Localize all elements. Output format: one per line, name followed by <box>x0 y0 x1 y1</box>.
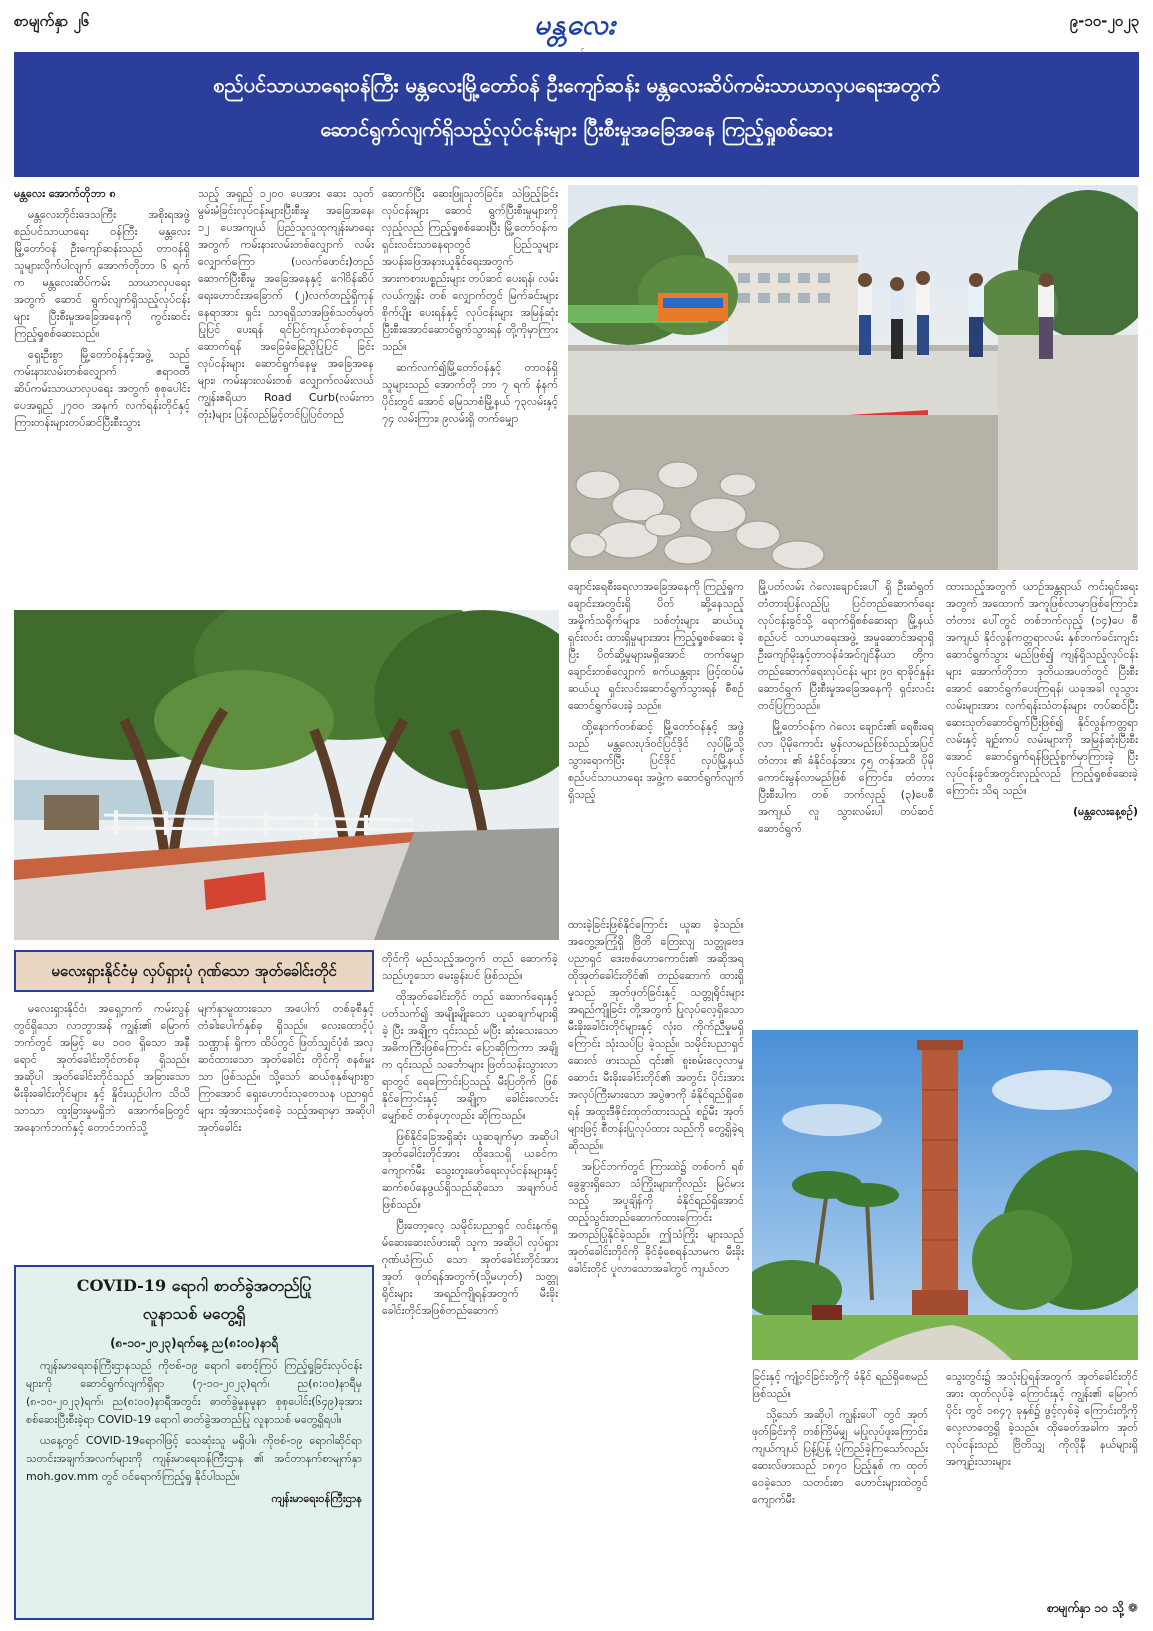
article1-column-5 <box>758 578 934 908</box>
article2-col6-para-1: သွေးတွင်း၌ အသုံးပြုရန်အတွက် အုတ်ခေါင်းတိုင်အား ထုတ်လုပ်ခဲ့ ကြောင်းနှင့် ကျွန်း၏ မြောက်ပိုင်း တွင် ၁၈၄၇ ခုနှစ်၌ ဖွင့်လှစ်ခဲ့ ကြောင်းတို့ကို လေ့လာတွေ့ရှိ ခဲ့သည်။ ထိုခေတ်အခါက အုတ် လုပ်ငန်းသည် ဗြိတိသျှ ကိုလိုနီ နယ်များရှိ အကျဉ်းသားများ <box>946 1370 1138 1468</box>
headline-banner <box>14 52 1139 177</box>
article1-col1-para-2: ရှေးဦးစွာ မြို့တော်ဝန်နှင့်အဖွဲ့ သည် ကမ်းနားလမ်းတစ်လျှောက် ဧရာဝတီဆိပ်ကမ်းသာယာလှပရေး အတွက် စုစုပေါင်း ပေအရှည် ၂၇၀၀ အနက် လက်ရန်းတိုင်နှင့် ကြားတန်းများတပ်ဆင်ပြီးစီးသွား <box>14 348 190 429</box>
article1-col3-para-2: ဆက်လက်၍မြို့တော်ဝန်နှင့် တာဝန်ရှိသူများသည် အောက်တို ဘာ ၇ ရက် နံနက်ပိုင်းတွင် အောင် မြေသာစံမြို့နယ် ၇၃လမ်းနှင့် ၇၄ လမ်းကြား၊ ၉လမ်းရှိ တက်မျှော <box>382 361 558 425</box>
article1-col2-para-1: သည့် အရှည် ၁၂၀၀ ပေအား ဆေး သုတ်မွမ်းမံခြင်းလုပ်ငန်းများပြီးစီးမှု အခြေအနေ၊ ၁၂ ပေအကျယ် ပြည်သူလူထုကျန်းမာရေးအတွက် ကမ်းနားလမ်းတစ်လျှောက် လမ်း လျှောက်ကြော (ပလက်ဖောင်း)တည် ဆောက်ပြီးစီးမှု အခြေအနေနှင့် ဂေါဝိန်ဆိပ် ရေးဟောင်းအခြောက် (၂)လက်တည့်ရှိကုန်နေရာအား ရှင်း သာရရှိသာအဖြစ်သတ်မှတ်ပြုပြင် ပေးရန် ရင်ပြင်ကျယ်တစ်ခုတည် ဆောက်ရန် အခြေခံမြေညှိပြုပြင် ခြင်းလုပ်ငန်းများ ဆောင်ရွက်နေမှု အခြေအနေများ၊ ကမ်းနားလမ်းတစ် လျှောက်လမ်းလယ်ကျွန်းဧရိယာ Road Curb(လမ်းကာတုံး)များ ပြန်လည်မြှင့်တင်ပြုပြင်တည် <box>198 187 374 421</box>
issue-date: ၉-၁၀-၂၀၂၃ <box>1069 12 1139 30</box>
article1-col5-para-2: မြို့တော်ဝန်က ဂဲလေး ချောင်း၏ ရေစီးရေလာ ပိုမိုကောင်း မွန်လာမည်ဖြစ်သည့်အပြင် တံတား ၏ ခံနိုင်ဝန်အား ၄၅ တန်အထိ ပိုမိုကောင်းမွန်လာမည်ဖြစ် ကြောင်း၊ တံတားပြီးစီးပါက တစ် ဘက်လှည့် (၃)ပေစီ အကျယ် လူ သွားလမ်းပါ တပ်ဆင်ဆောင်ရွက် <box>758 720 934 835</box>
article2-column-3 <box>382 950 558 1620</box>
article1-column-1 <box>14 185 190 603</box>
article2-column-1 <box>14 1000 190 1245</box>
article1-col6-para-1: ထားသည့်အတွက် ယာဉ်အန္တရာယ် ကင်းရှင်းရေးအတွက် အထောက် အကူဖြစ်လာမှာဖြစ်ကြောင်း၊ တံတား ပေါ်တွင် တစ်ဘက်လှည့် (၁၄)ပေ စီ အကျယ် နိုင်လွန်ကတ္တရာလမ်း နှစ်ဘက်ခင်းကျင်းဆောင်ရွက်သွား မည်ဖြစ်၍ ကျန်ရှိသည့်လုပ်ငန်းများ အောက်တိုဘာ ဒုတိယအပတ်တွင် ပြီးစီးအောင် ဆောင်ရွက်ပေးကြရန်၊ ယခုအခါ လူသွားလမ်းများအား လက်ရန်းသံတန်းများ တပ်ဆင်ပြီး ဆေးသုတ်ဆောင်ရွက်ပြီးဖြစ်၍ နိုင်လွန်ကတ္တရာလမ်းနှင့် ချဉ်းကပ် လမ်းများကို အမြန်ဆုံးပြီးစီးအောင် ဆောင်ရွက်ရန်ဖြည့်စွက်မှာကြားခဲ့ ပြီး လုပ်ငန်းခွင်အတွင်းလှည့်လည် ကြည့်ရှုစစ်ဆေးခဲ့ကြောင်း သိရ သည်။ <box>946 580 1138 797</box>
chimney-photo-graphic <box>752 1030 1138 1360</box>
article2-col3-para-2: ထိုအုတ်ခေါင်းတိုင် တည် ဆောက်ရေးနှင့် ပတ်သက်၍ အမျိုးမျိုးသော ယူဆချက်များရှိခဲ့ ပြီး အချို့က ၎င်းသည် မပြီး ဆုံးသေးသော အဓိကကြီးဖြစ်ကြောင်း ပြောဆိုကြကာ အချို့က ၎င်းသည် သင်္ဘောများ ဖြတ်သန်းသွားလာ ရာတွင် ရေကြောင်းပြသည့် မီးပြတိုက် ဖြစ်နိုင်ကြောင်းနှင့် အချို့က ခေါင်းလောင်းမျှော်စင် တစ်ခုဟုလည်း ဆိုကြသည်။ <box>382 990 558 1122</box>
article1-column-3 <box>382 185 558 603</box>
article2-col4-para-2: အပြင်ဘက်တွင် ကြားထဲ၌ တစ်ဝက် ရစ်ခွေခွားရှိသော သံကြိုးများကိုလည်း မြင်မားသည့် အပူချိန်ကို ခံနိုင်ရည်ရှိအောင် ထည့်သွင်းတည်ဆောက်ထားကြောင်း အတည်ပြုနိုင်ခဲ့သည်။ ဤသံကြိုး များသည် အုတ်ခေါင်းတိုင်ကို ခိုင်ခံ့စေရန်သာမက မီးခိုးခေါင်းတိုင် ပူလာသောအခါတွင် ကျယ်လာ <box>568 1160 744 1275</box>
article2-col3-para-1: တိုင်ကို မည်သည့်အတွက် တည် ဆောက်ခဲ့သည်ဟူသော မေးခွန်းပင် ဖြစ်သည်။ <box>382 952 558 982</box>
article1-col3-para-1: ဆောက်ပြီး ဆေးဖြူသုတ်ခြင်း၊ သဲဖြည့်ခြင်းလုပ်ငန်းများ ဆောင် ရွက်ပြီးစီးမှုများကို လှည့်လည် ကြည့်ရှုစစ်ဆေးပြီး မြို့တော်ဝန်က ရှင်းလင်းသာနေရာတွင် ပြည်သူများ အပန်းဖြေအနားယူနိုင်ရေးအတွက် အားကစားပစ္စည်းများ တပ်ဆင် ပေးရန်၊ လမ်းလယ်ကျွန်း တစ် လျှောက်တွင် မြက်ခင်းများ စိုက်ပျိုး ပေးရန်နှင့် လုပ်ငန်းများ အမြန်ဆုံး ပြီးစီးအောင်ဆောင်ရွက်သွားရန် တို့ကိုမှာကြားသည်။ <box>382 187 558 353</box>
covid-para-2: ယနေ့တွင် COVID-19ရောဂါဖြင့် သေဆုံးသူ မရှိပါ။ ကိုဗစ်-၁၉ ရောဂါဆိုင်ရာ သတင်းအချက်အလက်များကို ကျန်းမာရေးဝန်ကြီးဌာန ၏ အင်တာနက်စာမျက်နှာ moh.gov.mm တွင် ဝင်ရောက်ကြည့်ရှု နိုင်ပါသည်။ <box>26 1434 362 1483</box>
article1-col5-para-1: မြို့ပတ်လမ်း ဂဲလေးချောင်းပေါ် ရှိ ဦးဆံရွတ်တံတားပြန်လည်ပြု ပြင်တည်ဆောက်ရေးလုပ်ငန်းခွင်သို့ ရောက်ရှိစစ်ဆေးရာ မြို့နယ်စည်ပင် သာယာရေးအဖွဲ့ အမှုဆောင်အရာရှိ ဦးကျော်မိုးနှင့်တာဝန်ခံအင်ဂျင်နီယာ တို့က တည်ဆောက်ရေးလုပ်ငန်း များ ၉၀ ရာခိုင်နှုန်းဆောင်ရွက် ပြီးစီးမှုအခြေအနေကို ရှင်းလင်း တင်ပြကြသည်။ <box>758 580 934 712</box>
article2-col3-para-4: ပြီးတော့လေ့ သမိုင်းပညာရှင် လင်းနက်ရှမ်ဆေးဆေးလ်ဖားဆို သူက အဆိုပါ လှပ်ရှားဂုဏ်ယံကြယ် သော အုတ်ခေါင်းတိုင်အား အုတ် ဖုတ်ရန်အတွက်(သို့မဟုတ်) သတ္တု ရိုင်းများ အရည်ကျိုရန်အတွက် မီးခိုးခေါင်းတိုင်အဖြစ်တည်ဆောက် <box>382 1219 558 1317</box>
article2-col5-para-2: သို့သော် အဆိုပါ ကျွန်းပေါ် တွင် အုတ်ဖုတ်ခြင်းကို တစ်ကြိမ်မျှ မပြုလုပ်ဖူးကြောင်း၊ ကျယ်ကျယ် ပြန့်ပြန့် ပံ့ကြည်ခဲ့ကြသော်လည်း ဆေးလ်ဖားသည် ၁၈၇၀ ပြည့်နှစ် က ထုတ်ဝေခဲ့သော သတင်းစာ ဟောင်းများထဲတွင် ကျောက်မီး <box>752 1408 928 1506</box>
covid-date: (၈-၁၀-၂၀၂၃)ရက်နေ့ ည(၈:၀၀)နာရီ <box>110 1336 278 1350</box>
construction-photo-graphic <box>568 185 1138 570</box>
article1-column-2 <box>198 185 374 603</box>
photo-brick-chimney <box>752 1030 1138 1360</box>
article1-column-4 <box>568 578 744 908</box>
article2-subhead: မလေးရှားနိုင်ငံမှ လှပ်ရှားပုံ ဂုဏ်သော အုတ်ခေါင်းတိုင် <box>14 950 374 992</box>
article1-col1-para-1: မန္တလေးတိုင်းဒေသကြီး အစိုးရအဖွဲ့ စည်ပင်သာယာရေး ဝန်ကြီး မန္တလေးမြို့တော်ဝန် ဦးကျော်ဆန်းသည် တာဝန်ရှိ သူများလိုက်ပါလျက် အောက်တိုဘာ ၆ ရက်က မန္တလေးဆိပ်ကမ်း သာယာလှပရေးအတွက် ဆောင် ရွက်လျက်ရှိသည့်လုပ်ငန်းများ ပြီးစီးမှုအခြေအနေကို ကွင်းဆင်း ကြည့်ရှုစစ်ဆေးသည်။ <box>14 208 190 340</box>
headline-line-1: စည်ပင်သာယာရေးဝန်ကြီး မန္တလေးမြို့တော်ဝန် ဦးကျော်ဆန်း မန္တလေးဆိပ်ကမ်းသာယာလှပရေးအတွက် <box>213 73 940 97</box>
article2-col4-para-1: ထားခဲ့ခြင်းဖြစ်နိုင်ကြောင်း ယူဆ ခဲ့သည်။ အတွေ့အကြုံရှိ ဗြိတိ တြေးလျ သတ္တုဗေဒပညာရှင် ဒေးဗစ်ဟောကောင်း၏ အဆိုအရ ထိုအုတ်ခေါင်းတိုင်၏ တည်ဆောက် ထားရှိမှုသည် အုတ်ဖုတ်ခြင်းနှင့် သတ္တုရိုင်းများ အရည်ကျိုခြင်း တို့အတွက် ပြုလုပ်လေ့ရှိသော မီးခိုးခေါင်းတိုင်များနှင့် လုံးဝ ကိုက်ညီမှုမရှိကြောင်း သုံးသပ်ပြ ခဲ့သည်။ သမိုင်းပညာရှင် ဆေးလ် ဖားသည် ၎င်း၏ စူးစမ်းလေ့လာမှု ဆောင်း မီးခိုးခေါင်းတိုင်၏ အတွင်း ပိုင်းအား အလုပ်ကြီးမားသော အပွဲဇာကို ခံနိုင်ရည်ရှိစေရန် အထူးဒီဇိုင်းထုတ်ထားသည့် စဥ့်မီး အုတ်များဖြင့် စီတန်းပြုလုပ်ထား သည်ကို တွေ့ရှိခဲ့ရ ဆိုသည်။ <box>568 918 744 1152</box>
photo-construction-site <box>568 185 1138 570</box>
photo-promenade <box>14 610 559 940</box>
page-label: စာမျက်နှာ ၂၆ <box>14 12 90 30</box>
dateline: မန္တလေး အောက်တိုဘာ ၈ <box>14 187 116 200</box>
headline-line-2: ဆောင်ရွက်လျက်ရှိသည့်လုပ်ငန်းများ ပြီးစီးမှုအခြေအနေ ကြည့်ရှုစစ်ဆေး <box>320 117 833 141</box>
covid-title-2: လူနာသစ် မတွေ့ရှိ <box>142 1304 246 1323</box>
article2-column-6 <box>946 1368 1138 1596</box>
covid-signature: ကျန်းမာရေးဝန်ကြီးဌာန <box>271 1492 362 1505</box>
article2-col5-para-1: ခြင်းနှင့် ကျုံ့ဝင်ခြင်းတို့ကို ခံနိုင် ရည်ရှိစေမည် ဖြစ်သည်။ <box>752 1370 928 1400</box>
article2-col3-para-3: ဖြစ်နိုင်ခြေအရှိဆုံး ယူဆချက်မှာ အဆိုပါ အုတ်ခေါင်းတိုင်အား ထိုဒေသရှိ ယခင်က ကျောက်မီး သွေးတူးဖော်ရေးလုပ်ငန်းများနှင့် ဆက်စပ်နေဖွယ်ရှိသည်ဆိုသော အချက်ပင် ဖြစ်သည်။ <box>382 1130 558 1211</box>
article1-col4-para-2: ထို့နောက်တစ်ဆင့် မြို့တော်ဝန်နှင့် အဖွဲ့သည် မန္တလေးပုဒ်ဝင်ပြင်ဒိုင် လှပ်မြို့သို့ သွားရောက်ပြီး ပြင်ဒိုင် လှပ်မြို့နယ် စည်ပင်သာယာရေး အဖွဲ့က ဆောင်ရွက်လျက်ရှိသည့် <box>568 720 744 801</box>
logo-text: မန္တလေး <box>533 8 617 41</box>
promenade-photo-graphic <box>14 610 559 940</box>
continued-line: စာမျက်နှာ ၁၀ သို့ ❁ <box>1046 1601 1138 1615</box>
article2-column-5 <box>752 1368 928 1618</box>
article1-column-6 <box>946 578 1138 908</box>
article2-column-4 <box>568 916 744 1620</box>
article1-col4-para-1: ချောင်းရေစီးရေလာအခြေအနေကို ကြည့်ရှုက ချောင်းအတွင်းရှိ ပိတ် ဆို့နေသည့် အမှိုက်သရိုက်များ၊ သစ်တုံးများ ဆယ်ယူရှင်းလင်း ထားရှိမှုများအား ကြည့်ရှုစစ်ဆေး ခဲ့ပြီး ပိတ်ဆို့မှုများမရှိအောင် တက်မျှော ချောင်းတစ်လျှောက် စက်ယန္တရား ဖြင့်ထပ်မံဆယ်ယူ ရှင်းလင်းဆောင်ရွက်သွားရန် စီစဉ် ဆောင်ရွက်ပေးခဲ့ သည်။ <box>568 580 744 712</box>
article1-byline: (မန္တလေးနေ့စဉ်) <box>1072 805 1138 818</box>
article2-col1-text: မလေးရှားနိုင်ငံ၊ အရှေ့ဘက် ကမ်းလွန်တွင်ရှိသော လာဘွာအန် ကျွန်း၏ မြောက်ဘက်တွင် အမြင့် ပေ ၁၀၀ ရှိသော အနီရောင် အုတ်ခေါင်းတိုင်တစ်ခု ရှိသည်။ အဆိုပါ အုတ်ခေါင်းတိုင်သည် အခြားသော မီးခိုးခေါင်းတိုင်များ နှင့် နှိုင်းယှဉ်ပါက သိသိသာသာ ထူးခြားမှုမရှိဘဲ အောက်ခြေတွင် အနောက်ဘက်နှင့် တောင်ဘက်သို့ <box>14 1002 190 1134</box>
covid-notice-box <box>14 1265 374 1620</box>
covid-title-1: COVID-19 ရောဂါ စာတ်ခွဲအတည်ပြု <box>76 1276 312 1295</box>
article2-col2-text: မျက်နှာမူထားသော အပေါက် တစ်ခုစီနှင့် တံခါးပေါက်နှစ်ခု ရှိသည်။ လေးထောင့်ပုံသဏ္ဌာန် ရှိကာ ထိပ်တွင် ဖြတ်သျှင်ပုံစံ အလှဆင်ထားသော အုတ်ခေါင်း တိုင်ကို စနစ်မှူးသာ ဖြစ်သည်။ သို့သော် ဆယ်စုနှစ်များစွာ ကြာအောင် ရှေးဟောင်းသုတေသန ပညာရှင်များ အံ့အားသင့်စေခဲ့ သည့်အရာမှာ အဆိုပါ အုတ်ခေါင်း <box>198 1002 374 1134</box>
covid-para-1: ကျန်းမာရေးဝန်ကြီးဌာနသည် ကိုဗစ်-၁၉ ရောဂါ စောင့်ကြပ် ကြည့်ရှုခြင်းလုပ်ငန်းများကို ဆောင်ရွက်လျက်ရှိရာ (၇-၁၀-၂၀၂၃)ရက်၊ ည(၈:၀၀)နာရီမှ (၈-၁၀-၂၀၂၃)ရက်၊ ည(၈:၀၀)နာရီအတွင်း ဓာတ်ခွဲမှုနမူနာ စုစုပေါင်း(၆၄၉)ခုအား စစ်ဆေးပြီးစီးခဲ့ရာ COVID-19 ရောဂါ ဓာတ်ခွဲအတည်ပြု လူနာသစ် မတွေ့ရှိရပါ။ <box>26 1359 362 1426</box>
article2-column-2 <box>198 1000 374 1245</box>
